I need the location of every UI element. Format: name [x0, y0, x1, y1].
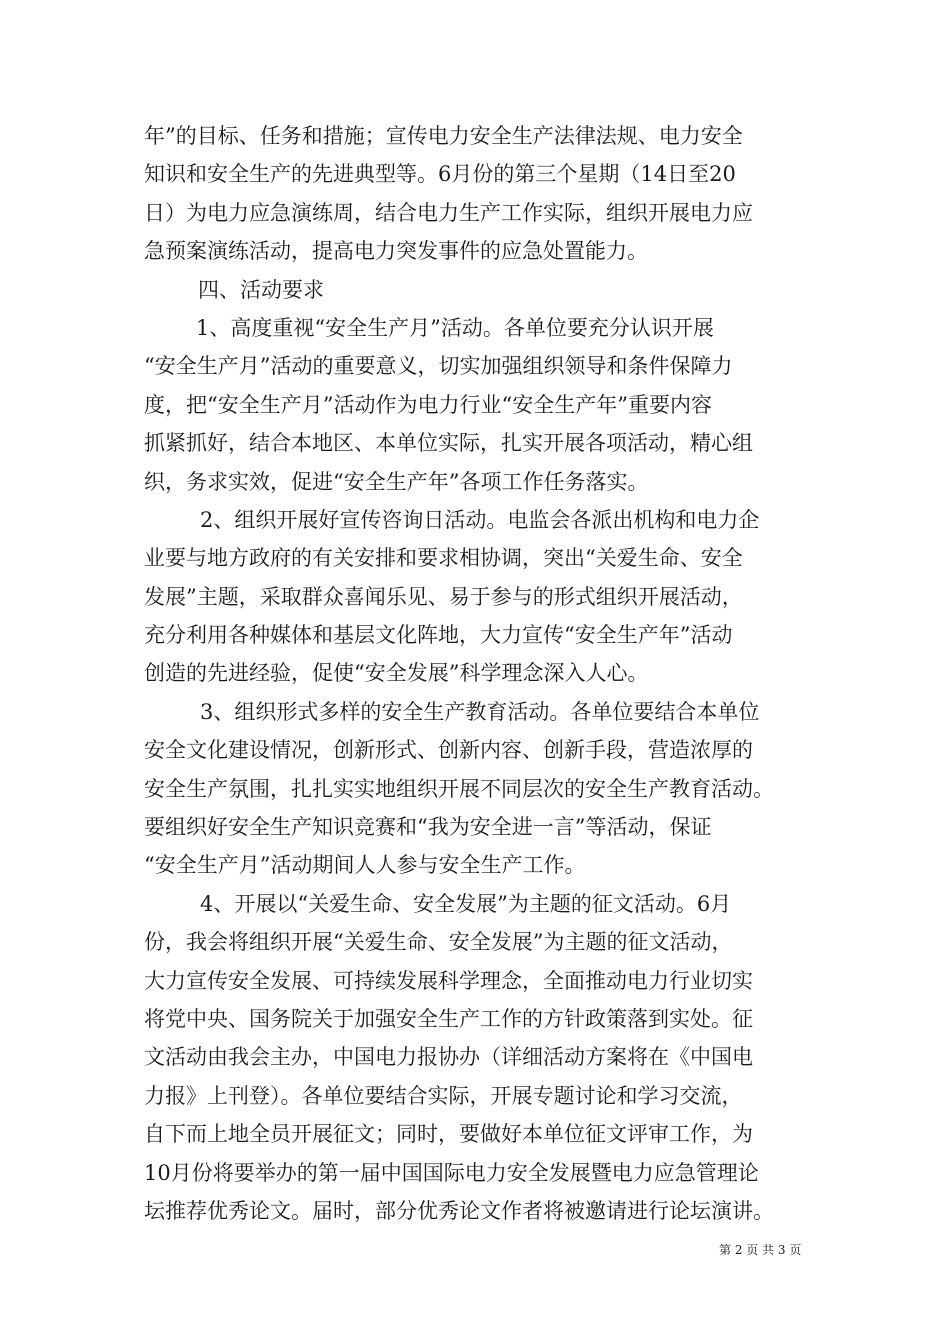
paragraph-first-line: 1、高度重视“安全生产月”活动。各单位要充分认识开展	[196, 315, 714, 340]
text-line: 自下而上地全员开展征文；同时，要做好本单位征文评审工作，为	[144, 1122, 753, 1147]
text-line: 织，务求实效，促进“安全生产年”各项工作任务落实。	[144, 469, 649, 494]
text-line: 发展”主题，采取群众喜闻乐见、易于参与的形式组织开展活动，	[144, 584, 743, 609]
text-line: 10月份将要举办的第一届中国国际电力安全发展暨电力应急管理论	[144, 1160, 759, 1185]
paragraph-first-line: 3、组织形式多样的安全生产教育活动。各单位要结合本单位	[200, 699, 760, 724]
document-body	[144, 117, 810, 1230]
text-line: 要组织好安全生产知识竞赛和“我为安全进一言”等活动，保证	[144, 815, 712, 840]
text-line: 急预案演练活动，提高电力突发事件的应急处置能力。	[144, 239, 648, 264]
text-line: 份，我会将组织开展“关爱生命、安全发展”为主题的征文活动，	[144, 930, 733, 955]
text-line: “安全生产月”活动期间人人参与安全生产工作。	[144, 853, 586, 878]
text-line: 创造的先进经验，促使“安全发展”科学理念深入人心。	[144, 661, 649, 686]
page-number: 第 2 页 共 3 页	[719, 1243, 802, 1257]
paragraph-first-line: 4、开展以“关爱生命、安全发展”为主题的征文活动。6月	[200, 891, 732, 916]
text-line: 度，把“安全生产月”活动作为电力行业“安全生产年”重要内容	[144, 392, 712, 417]
text-line: 日）为电力应急演练周，结合电力生产工作实际，组织开展电力应	[144, 200, 753, 225]
text-line: 业要与地方政府的有关安排和要求相协调，突出“关爱生命、安全	[144, 546, 743, 571]
text-line: 年”的目标、任务和措施；宣传电力安全生产法律法规、电力安全	[144, 124, 743, 148]
text-line: 文活动由我会主办，中国电力报协办（详细活动方案将在《中国电	[144, 1045, 753, 1070]
text-line: 安全生产氛围，扎扎实实地组织开展不同层次的安全生产教育活动。	[144, 776, 774, 801]
text-line: 知识和安全生产的先进典型等。6月份的第三个星期（14日至20	[144, 162, 736, 187]
text-line: 将党中央、国务院关于加强安全生产工作的方针政策落到实处。征	[144, 1006, 753, 1031]
text-line: 充分利用各种媒体和基层文化阵地，大力宣传“安全生产年”活动	[144, 623, 733, 648]
text-line: 安全文化建设情况，创新形式、创新内容、创新手段，营造浓厚的	[144, 738, 753, 763]
text-line: 大力宣传安全发展、可持续发展科学理念，全面推动电力行业切实	[144, 968, 753, 993]
text-line: 坛推荐优秀论文。届时，部分优秀论文作者将被邀请进行论坛演讲。	[144, 1198, 774, 1223]
text-line: “安全生产月”活动的重要意义，切实加强组织领导和条件保障力	[144, 354, 733, 379]
section-heading: 四、活动要求	[198, 277, 324, 302]
paragraph-first-line: 2、组织开展好宣传咨询日活动。电监会各派出机构和电力企	[200, 507, 760, 532]
text-line: 力报》上刊登）。各单位要结合实际，开展专题讨论和学习交流，	[144, 1083, 743, 1108]
text-line: 抓紧抓好，结合本地区、本单位实际，扎实开展各项活动，精心组	[144, 431, 753, 456]
